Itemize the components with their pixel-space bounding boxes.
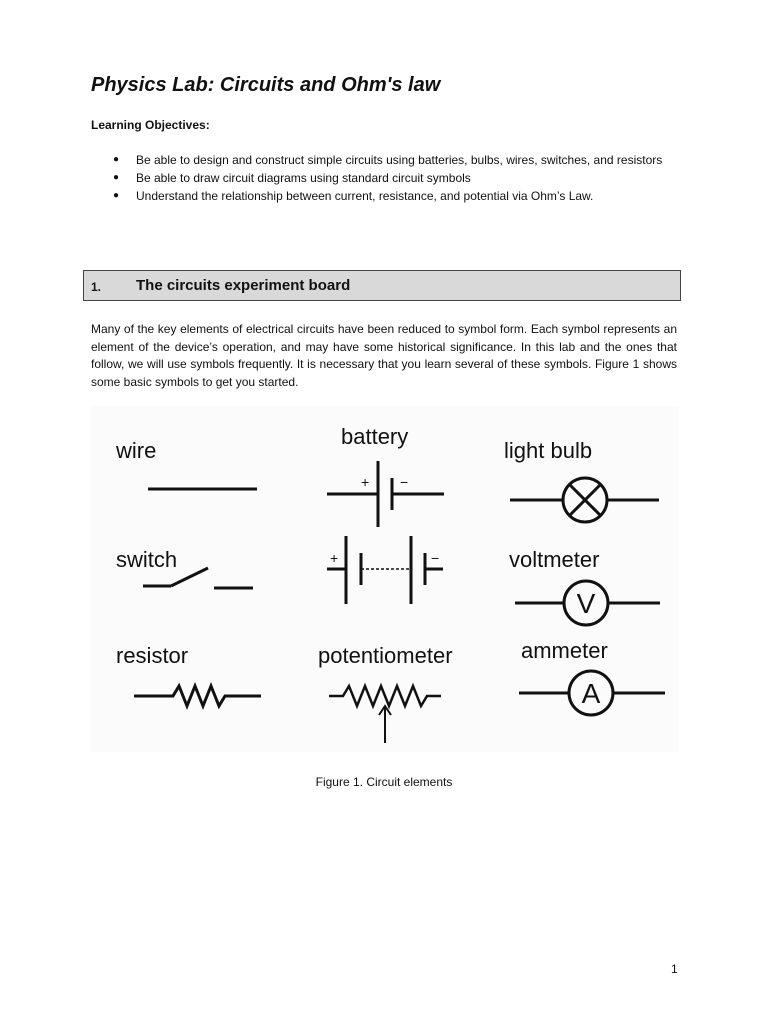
figure-caption: Figure 1. Circuit elements — [315, 775, 453, 789]
voltmeter-letter: V — [576, 588, 596, 619]
label-resistor: resistor — [116, 643, 189, 668]
resistor-symbol — [134, 686, 261, 706]
list-item: ● Be able to design and construct simple circuits using batteries, bulbs, wires, switches, and resistors — [91, 152, 677, 168]
section-header — [83, 270, 681, 301]
label-voltmeter: voltmeter — [509, 547, 600, 572]
ammeter-letter: A — [581, 678, 601, 709]
circuit-symbols-drawing — [91, 406, 679, 752]
label-light-bulb: light bulb — [504, 438, 593, 463]
label-battery: battery — [341, 424, 409, 449]
learning-objectives-label: Learning Objectives: — [91, 118, 210, 132]
section-title: The circuits experiment board — [136, 277, 351, 294]
multi-battery-plus-sign: + — [330, 550, 339, 566]
potentiometer-symbol — [329, 686, 441, 743]
list-item: ● Understand the relationship between current, resistance, and potential via Ohm’s Law. — [91, 188, 677, 204]
multi-cell-battery-symbol — [327, 536, 443, 604]
label-potentiometer: potentiometer — [318, 643, 453, 668]
battery-symbol — [327, 461, 444, 527]
page-title: Physics Lab: Circuits and Ohm's law — [91, 74, 441, 96]
section-number: 1. — [91, 280, 102, 294]
label-ammeter: ammeter — [521, 638, 608, 663]
label-wire: wire — [116, 438, 157, 463]
intro-paragraph: Many of the key elements of electrical circuits have been reduced to symbol form. Each symbol represents an element of the device’s operation, and may have some historical significance. In this lab and the ones that follow, we will use symbols frequently. It is necessary that you learn several of these symbols. Figure 1 shows some basic symbols to get you started. — [91, 322, 677, 389]
page-number: 1 — [671, 962, 678, 976]
circuit-symbols-figure — [91, 406, 679, 752]
battery-minus-sign: − — [400, 474, 409, 490]
label-switch: switch — [116, 547, 178, 572]
switch-symbol — [143, 568, 253, 588]
list-item: ● Be able to draw circuit diagrams using standard circuit symbols — [91, 170, 677, 186]
multi-battery-minus-sign: − — [431, 550, 440, 566]
objectives-list — [91, 152, 677, 206]
light-bulb-symbol — [510, 478, 659, 522]
battery-plus-sign: + — [361, 474, 370, 490]
